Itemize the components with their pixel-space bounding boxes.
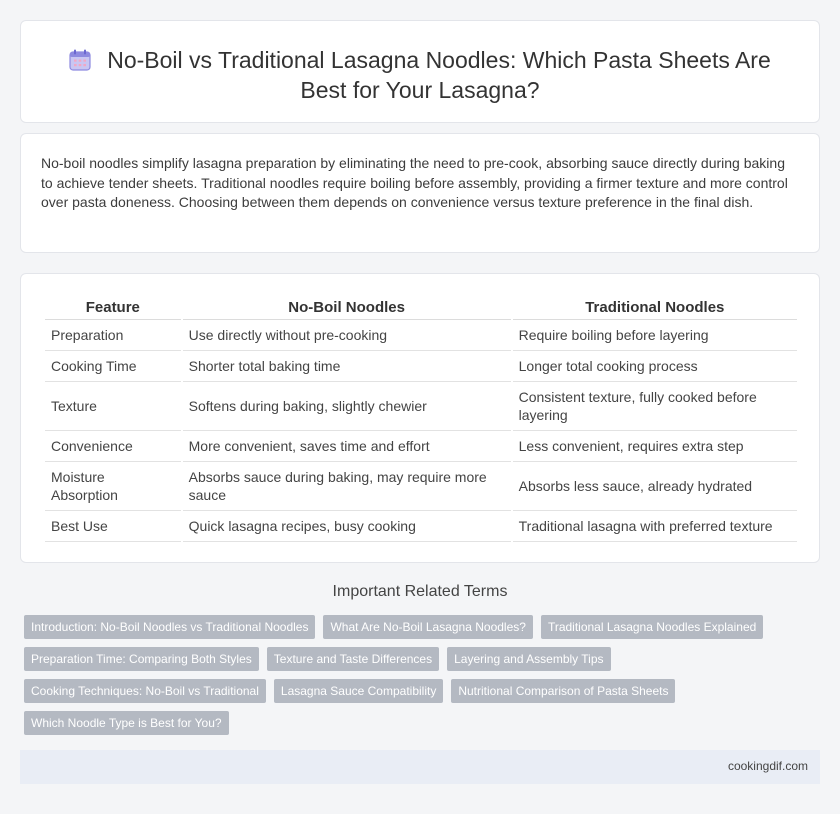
table-cell-feature: Convenience [45,431,181,462]
table-cell-traditional: Absorbs less sauce, already hydrated [513,462,797,511]
table-cell-no-boil: Use directly without pre-cooking [183,320,511,351]
page-title: No-Boil vs Traditional Lasagna Noodles: Which Pasta Sheets Are Best for Your Lasagna? [107,47,771,103]
table-cell-feature: Cooking Time [45,351,181,382]
table-cell-feature: Texture [45,382,181,431]
table-row [45,320,797,351]
related-term-tag[interactable]: Texture and Taste Differences [267,647,439,671]
table-row [45,351,797,382]
title-card [20,20,820,123]
table-cell-traditional: Traditional lasagna with preferred texture [513,511,797,542]
table-cell-traditional: Longer total cooking process [513,351,797,382]
table-cell-no-boil: Quick lasagna recipes, busy cooking [183,511,511,542]
column-header-feature: Feature [45,296,181,320]
related-term-tag[interactable]: Nutritional Comparison of Pasta Sheets [451,679,675,703]
table-cell-no-boil: More convenient, saves time and effort [183,431,511,462]
column-header-no-boil: No-Boil Noodles [183,296,511,320]
related-terms-heading: Important Related Terms [332,583,508,600]
intro-paragraph: No-boil noodles simplify lasagna preparation by eliminating the need to pre-cook, absorbing sauce directly during baking to achieve tender sheets. Traditional noodles require boiling before assembly, providing a firmer texture and more control over pasta doneness. Choosing between them depends on convenience versus texture preference in the final dish. [41,155,788,210]
related-term-tag[interactable]: Layering and Assembly Tips [447,647,610,671]
related-term-tag[interactable]: What Are No-Boil Lasagna Noodles? [323,615,532,639]
table-cell-traditional: Require boiling before layering [513,320,797,351]
table-row [45,431,797,462]
related-term-tag[interactable]: Which Noodle Type is Best for You? [24,711,229,735]
calendar-icon [69,49,91,71]
table-cell-no-boil: Shorter total baking time [183,351,511,382]
table-cell-no-boil: Softens during baking, slightly chewier [183,382,511,431]
table-cell-feature: Best Use [45,511,181,542]
related-term-tag[interactable]: Introduction: No-Boil Noodles vs Traditional Noodles [24,615,315,639]
footer-site-link[interactable]: cookingdif.com [727,759,808,773]
table-header-row [45,296,797,320]
table-cell-traditional: Less convenient, requires extra step [513,431,797,462]
table-cell-feature: Moisture Absorption [45,462,181,511]
related-term-tag[interactable]: Lasagna Sauce Compatibility [274,679,443,703]
comparison-table [43,296,799,542]
column-header-traditional: Traditional Noodles [513,296,797,320]
footer [20,750,820,784]
table-cell-traditional: Consistent texture, fully cooked before layering [513,382,797,431]
related-term-tag[interactable]: Traditional Lasagna Noodles Explained [541,615,763,639]
related-terms-tags [24,615,804,743]
table-cell-feature: Preparation [45,320,181,351]
table-row [45,511,797,542]
related-term-tag[interactable]: Preparation Time: Comparing Both Styles [24,647,259,671]
related-term-tag[interactable]: Cooking Techniques: No-Boil vs Traditional [24,679,266,703]
table-cell-no-boil: Absorbs sauce during baking, may require more sauce [183,462,511,511]
intro-card [20,133,820,253]
comparison-table-card [20,273,820,563]
table-row [45,462,797,511]
table-row [45,382,797,431]
